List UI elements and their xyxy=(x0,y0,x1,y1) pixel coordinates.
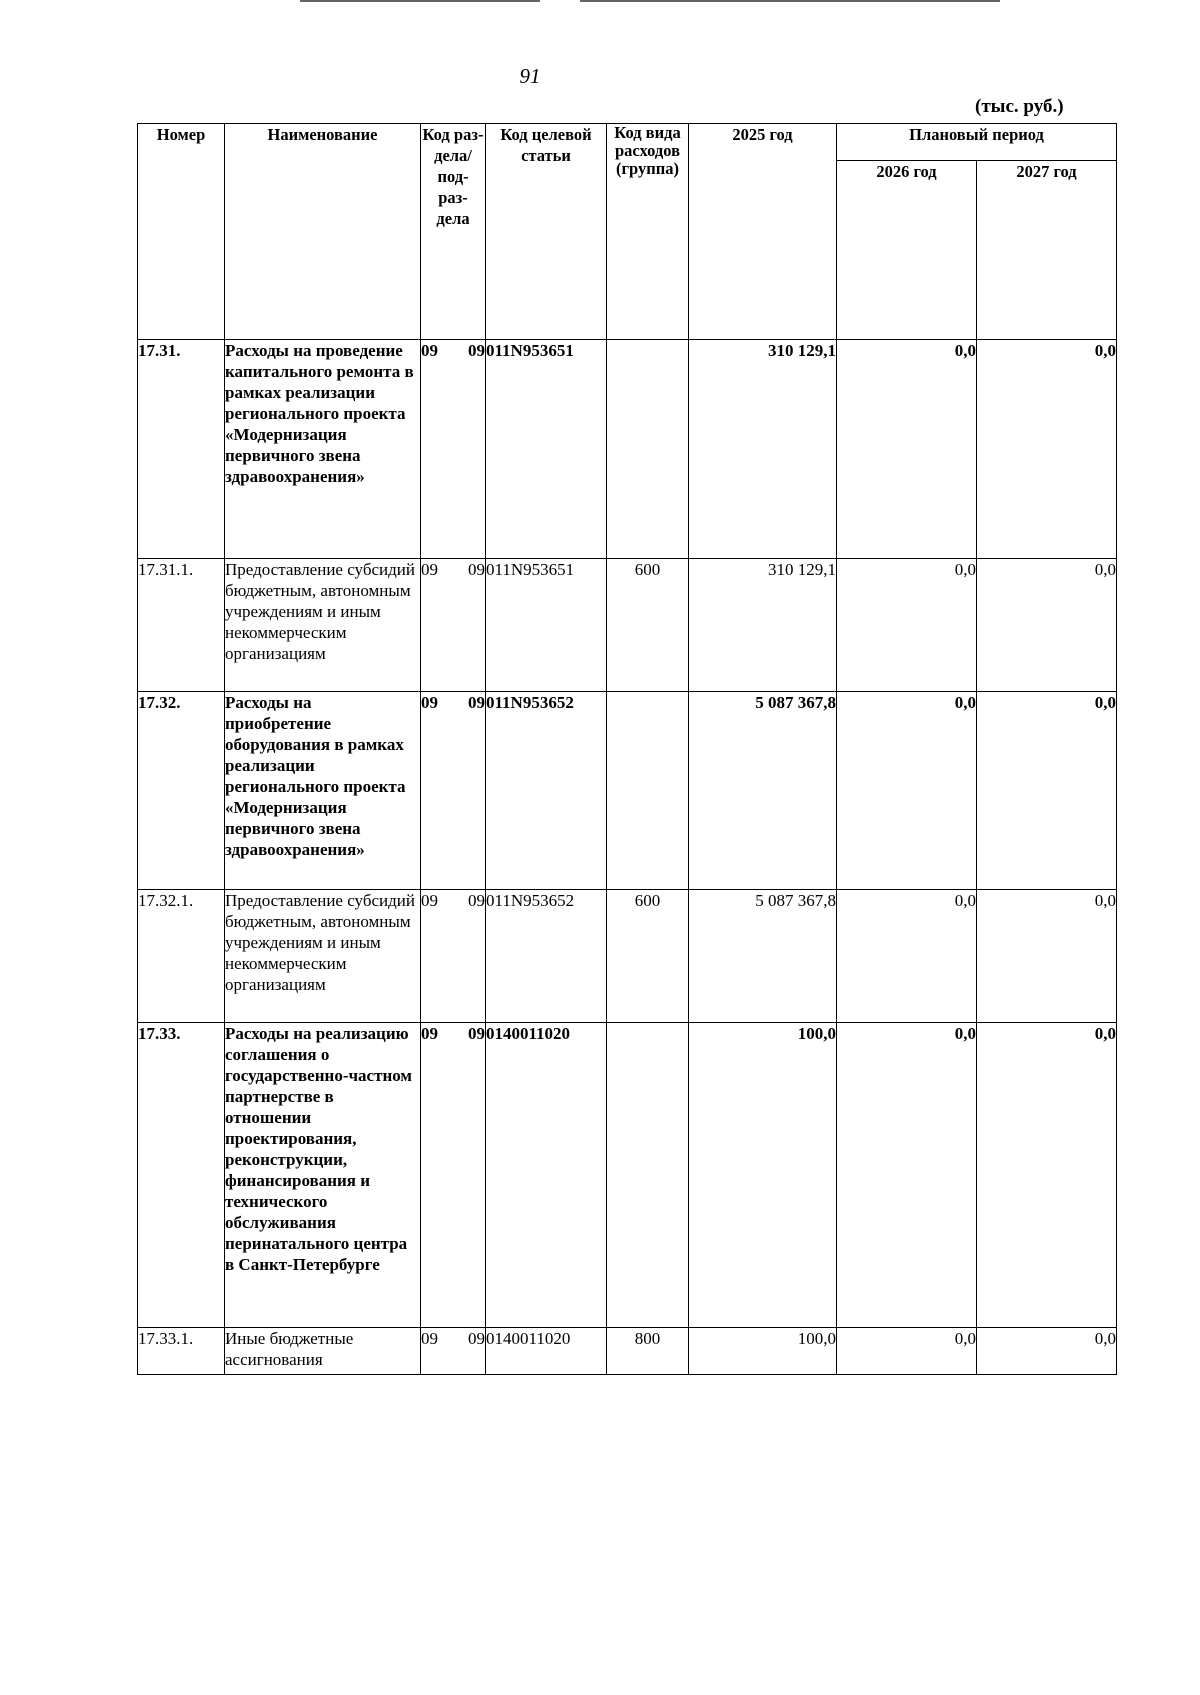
header-target: Код целевой статьи xyxy=(486,124,607,340)
row-razdel xyxy=(421,559,486,692)
razdel-code: 09 xyxy=(421,560,438,579)
row-target: 0140011020 xyxy=(486,1023,607,1328)
budget-table xyxy=(137,123,1117,1375)
row-2025: 310 129,1 xyxy=(689,340,837,559)
row-2026: 0,0 xyxy=(837,559,977,692)
row-number: 17.31.1. xyxy=(138,559,225,692)
row-2026: 0,0 xyxy=(837,890,977,1023)
row-2027: 0,0 xyxy=(977,559,1117,692)
row-name: Расходы на приобретение оборудования в рамках реализации регионального проекта «Модернизация первичного звена здравоохранения» xyxy=(225,692,421,890)
subrazdel-code: 09 xyxy=(468,891,485,910)
row-kind: 600 xyxy=(607,559,689,692)
table-row xyxy=(138,1023,1117,1328)
row-2027: 0,0 xyxy=(977,692,1117,890)
row-kind xyxy=(607,1023,689,1328)
row-number: 17.32.1. xyxy=(138,890,225,1023)
table-row xyxy=(138,340,1117,559)
subrazdel-code: 09 xyxy=(468,341,485,360)
header-kind: Код вида расходов (группа) xyxy=(607,124,689,340)
row-2025: 100,0 xyxy=(689,1328,837,1375)
row-target: 011N953651 xyxy=(486,340,607,559)
row-2027: 0,0 xyxy=(977,1328,1117,1375)
razdel-code: 09 xyxy=(421,891,438,910)
header-name: Наименование xyxy=(225,124,421,340)
header-2026: 2026 год xyxy=(837,161,977,340)
units-label: (тыс. руб.) xyxy=(975,96,1064,117)
row-2027: 0,0 xyxy=(977,340,1117,559)
header-2027: 2027 год xyxy=(977,161,1117,340)
row-2026: 0,0 xyxy=(837,340,977,559)
subrazdel-code: 09 xyxy=(468,1024,485,1043)
row-razdel xyxy=(421,1328,486,1375)
row-2025: 310 129,1 xyxy=(689,559,837,692)
row-number: 17.33.1. xyxy=(138,1328,225,1375)
page-number: 91 xyxy=(519,64,541,88)
header-planned-period: Плановый период xyxy=(837,124,1117,161)
row-kind xyxy=(607,692,689,890)
row-2027: 0,0 xyxy=(977,1023,1117,1328)
table-row xyxy=(138,1328,1117,1375)
header-2025: 2025 год xyxy=(689,124,837,340)
row-target: 0140011020 xyxy=(486,1328,607,1375)
row-kind: 800 xyxy=(607,1328,689,1375)
row-target: 011N953652 xyxy=(486,692,607,890)
row-number: 17.33. xyxy=(138,1023,225,1328)
row-2026: 0,0 xyxy=(837,692,977,890)
row-name: Иные бюджетные ассигнования xyxy=(225,1328,421,1375)
subrazdel-code: 09 xyxy=(468,1329,485,1348)
scan-artifact-line xyxy=(300,0,540,2)
row-2025: 5 087 367,8 xyxy=(689,692,837,890)
row-kind: 600 xyxy=(607,890,689,1023)
scan-artifact-line xyxy=(580,0,1000,2)
row-name: Предоставление субсидий бюджетным, автономным учреждениям и иным некоммерческим организациям xyxy=(225,890,421,1023)
subrazdel-code: 09 xyxy=(468,560,485,579)
razdel-code: 09 xyxy=(421,693,438,712)
table-header xyxy=(138,124,1117,340)
row-target: 011N953652 xyxy=(486,890,607,1023)
row-number: 17.32. xyxy=(138,692,225,890)
razdel-code: 09 xyxy=(421,1024,438,1043)
row-target: 011N953651 xyxy=(486,559,607,692)
row-number: 17.31. xyxy=(138,340,225,559)
row-razdel xyxy=(421,1023,486,1328)
row-2026: 0,0 xyxy=(837,1023,977,1328)
row-razdel xyxy=(421,890,486,1023)
header-number: Номер xyxy=(138,124,225,340)
row-2025: 5 087 367,8 xyxy=(689,890,837,1023)
razdel-code: 09 xyxy=(421,1329,438,1348)
row-name: Расходы на реализацию соглашения о государственно-частном партнерстве в отношении проектирования, реконструкции, финансирования и технического обслуживания перинатального центра в Санкт-Петербурге xyxy=(225,1023,421,1328)
row-2027: 0,0 xyxy=(977,890,1117,1023)
row-2026: 0,0 xyxy=(837,1328,977,1375)
table-row xyxy=(138,890,1117,1023)
row-2025: 100,0 xyxy=(689,1023,837,1328)
header-razdel: Код раз- дела/ под- раз- дела xyxy=(421,124,486,340)
table-row xyxy=(138,692,1117,890)
table-row xyxy=(138,559,1117,692)
row-name: Расходы на проведение капитального ремонта в рамках реализации регионального проекта «Модернизация первичного звена здравоохранения» xyxy=(225,340,421,559)
row-razdel xyxy=(421,692,486,890)
row-kind xyxy=(607,340,689,559)
row-razdel xyxy=(421,340,486,559)
razdel-code: 09 xyxy=(421,341,438,360)
subrazdel-code: 09 xyxy=(468,693,485,712)
row-name: Предоставление субсидий бюджетным, автономным учреждениям и иным некоммерческим организациям xyxy=(225,559,421,692)
